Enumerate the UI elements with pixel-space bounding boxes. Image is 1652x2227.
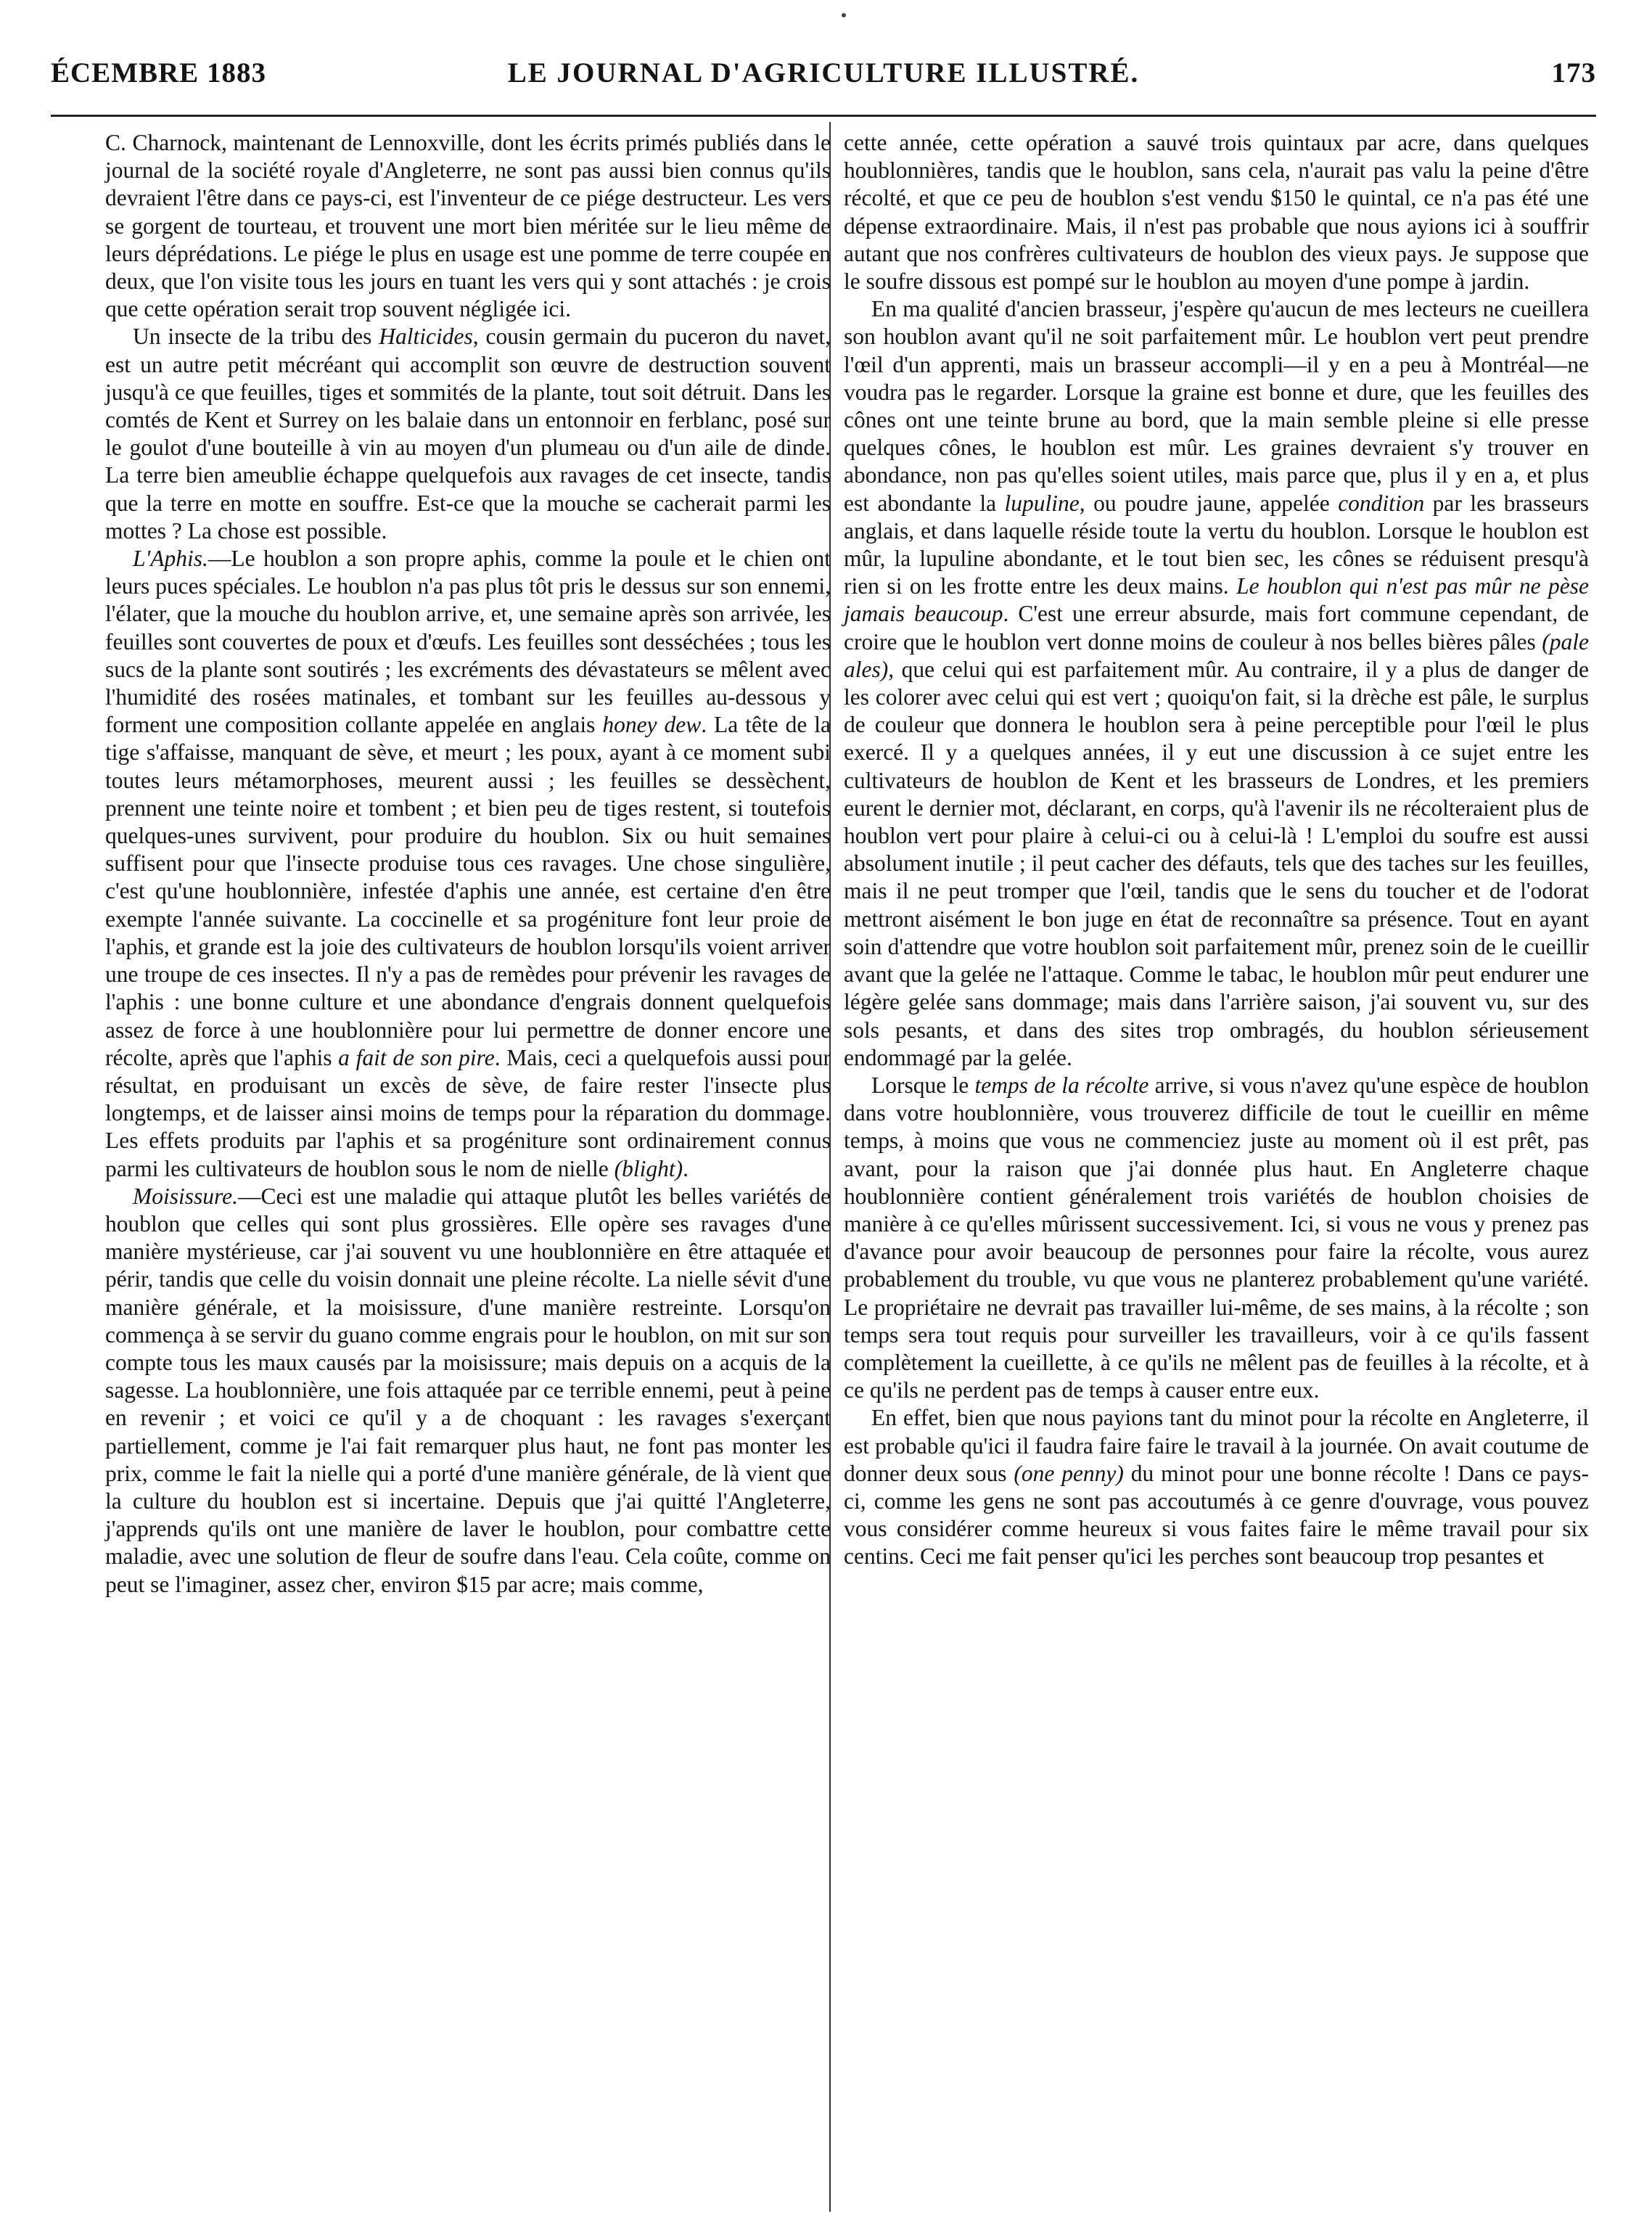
italic-term: Halticides (379, 324, 473, 350)
header-date: ÉCEMBRE 1883 (51, 57, 266, 89)
header-rule (51, 115, 1596, 117)
paragraph-moisissure (105, 1183, 831, 1599)
section-heading-aphis: L'Aphis. (133, 546, 208, 572)
page-speck (842, 13, 846, 17)
text-run: , ou poudre jaune, appelée (1079, 490, 1339, 516)
paragraph-brasseur (844, 295, 1589, 1072)
text-run: . La tête de la tige s'affaisse, manquant de sève, et meurt ; les poux, ayant à ce moment subi toutes leurs métamorphoses, meurent aussi ; les feuilles se dessèchent, prennent une teinte noire et tombent ; et bien peu de tiges restent, si toutefois quelques-unes survivent, pour produire du houblon. Six ou huit semaines suffisent pour que l'insecte produise tous ces ravages. Une chose singulière, c'est qu'une houblonnière, infestée d'aphis une année, est certaine d'en être exempte l'année suivante. La coccinelle et sa progéniture font leur proie de l'aphis, et grande est la joie des cultivateurs de houblon lorsqu'ils voient arriver une troupe de ces insectes. Il n'y a pas de remèdes pour prévenir les ravages de l'aphis : une bonne culture et une abondance d'engrais donnent quelquefois assez de force à une houblonnière pour lui permettre de donner encore une récolte, après que l'aphis (105, 712, 831, 1070)
text-run: , cousin germain du puceron du navet, est un autre petit mécréant qui accomplit son œuvre de destruction souvent jusqu'à ce que feuilles, tiges et sommités de la plante, tout soit détruit. Dans les comtés de Kent et Surrey on les balaie dans un entonnoir en ferblanc, posé sur le goulot d'une bouteille à vin au moyen d'un plumeau ou d'un aile de dinde. La terre bien ameublie échappe quelquefois aux ravages de cet insecte, tandis que la terre en motte en souffre. Est-ce que la mouche se cacherait parmi les mottes ? La chose est possible. (105, 324, 831, 544)
text-run: En ma qualité d'ancien brasseur, j'espère qu'aucun de mes lecteurs ne cueillera son houblon avant qu'il ne soit parfaitement mûr. Le houblon vert peut prendre l'œil d'un apprenti, mais un brasseur accompli—il y en a peu à Montréal—ne voudra pas le regarder. Lorsque la graine est bonne et dure, que les feuilles des cônes ont une teinte brune au bord, que la main semble pleine si elle presse quelques cônes, le houblon est mûr. Les graines devraient s'y trouver en abondance, non pas qu'elles soient utiles, mais parce que, plus il y en a, et plus est abondante la (844, 296, 1589, 516)
text-run: En effet, bien que nous payions tant du minot pour la récolte en Angleterre, il est probable qu'ici il faudra faire faire le travail à la journée. On avait coutume de donner deux sous (844, 1405, 1589, 1486)
paragraph-en-effet (844, 1404, 1589, 1570)
header-journal-title: LE JOURNAL D'AGRICULTURE ILLUSTRÉ. (507, 57, 1140, 89)
text-run: —Le houblon a son propre aphis, comme la poule et le chien ont leurs puces spéciales. Le houblon n'a pas plus tôt pris le dessus sur son ennemi, l'élater, que la mouche du houblon arrive, et, une semaine après son arrivée, les feuilles sont couvertes de poux et d'œufs. Les feuilles sont desséchées ; tous les sucs de la plante sont soutirés ; les excréments des dévastateurs se mêlent avec l'humidité des rosées matinales, et tombant sur les feuilles au-dessous y forment une composition collante appelée en anglais (105, 546, 831, 738)
italic-term: honey dew (602, 712, 702, 738)
paragraph-aphis (105, 545, 831, 1183)
italic-term: (one penny) (1014, 1460, 1124, 1486)
paragraph-continuation: cette année, cette opération a sauvé trois quintaux par acre, dans quelques houblonnières, tandis que le houblon, sans cela, n'aurait pas valu la peine d'être récolté, et que ce peu de houblon s'est vendu $150 le quintal, ce n'a pas été une dépense extraordinaire. Mais, il n'est pas probable que nous ayions ici à souffrir autant que nos confrères cultivateurs de houblon des vieux pays. Je suppose que le soufre dissous est pompé sur le houblon au moyen d'une pompe à jardin. (844, 130, 1589, 295)
right-column (844, 129, 1589, 1571)
running-header (51, 57, 1596, 97)
text-run: Lorsque le (871, 1072, 975, 1098)
paragraph-charnock: C. Charnock, maintenant de Lennoxville, dont les écrits primés publiés dans le journal de la société royale d'Angleterre, ne sont pas aussi bien connus qu'ils devraient l'être dans ce pays-ci, est l'inventeur de ce piége destructeur. Les vers se gorgent de tourteau, et trouvent une mort bien méritée sur le lieu même de leurs déprédations. Le piége le plus en usage est une pomme de terre coupée en deux, que l'on visite tous les jours en tuant les vers qui y sont attachés : je crois que cette opération serait trop souvent négligée ici. (105, 130, 831, 322)
text-run: . (683, 1155, 689, 1181)
text-run: par les brasseurs anglais, et dans laquelle réside toute la vertu du houblon. Lorsque le houblon est mûr, la lupuline abondante, et le tout bien sec, les cônes se réduisent presqu'à rien si on les frotte entre les deux mains. (844, 490, 1590, 599)
italic-term: lupuline (1004, 490, 1080, 516)
text-run: du minot pour une bonne récolte ! Dans ce pays-ci, comme les gens ne sont pas accoutumés à ce genre d'ouvrage, vous pouvez vous considérer comme heureux si vous faites faire le même travail pour six centins. Ceci me fait penser qu'ici les perches sont beaucoup trop pesantes et (844, 1460, 1589, 1570)
left-column (105, 129, 831, 1599)
text-run: . Mais, ceci a quelquefois aussi pour résultat, en produisant un excès de sève, de faire rester l'insecte plus longtemps, et de laisser ainsi moins de temps pour la réparation du dommage. Les effets produits par l'aphis et sa progéniture sont ordinairement connus parmi les cultivateurs de houblon sous le nom de nielle (105, 1044, 831, 1181)
italic-term: condition (1338, 490, 1425, 516)
paragraph-halticides (105, 323, 831, 545)
text-run: , que celui qui est parfaitement mûr. Au contraire, il y a plus de danger de les colorer avec celui qui est vert ; quoiqu'on fait, si la drèche est pâle, le surplus de couleur que donnera le houblon sera à peine perceptible pour l'œil le plus exercé. Il y a quelques années, il y eut une discussion à ce sujet entre les cultivateurs de houblon de Kent et les brasseurs de Londres, et les premiers eurent le dernier mot, déclarant, en corps, qu'à l'avenir ils ne récolteraient plus de houblon vert pour plaire à celui-ci ou à celui-là ! L'emploi du soufre est aussi absolument inutile ; il peut cacher des défauts, tels que des taches sur les feuilles, mais il ne peut tromper que l'œil, tandis que le sens du toucher et de l'odorat mettront aisément le bon juge en état de reconnaître sa présence. Tout en ayant soin d'attendre que votre houblon soit parfaitement mûr, prenez soin de le cueillir avant que la gelée ne l'attaque. Comme le tabac, le houblon mûr peut endurer une légère gelée sans dommage; mais dans l'arrière saison, j'ai souvent vu, sur des sols pesants, et dans des sites trop ombragés, du houblon sérieusement endommagé par la gelée. (844, 656, 1589, 1070)
text-run: arrive, si vous n'avez qu'une espèce de houblon dans votre houblonnière, vous trouverez difficile de tout le cueillir en même temps, à moins que vous ne commenciez juste au moment où il est prêt, pas avant, pour la raison que j'ai donnée plus haut. En Angleterre chaque houblonnière contient généralement trois variétés de houblon choisies de manière à ce qu'elles mûrissent successivement. Ici, si vous ne vous y prenez pas d'avance pour avoir beaucoup de personnes pour faire la récolte, vous aurez probablement du trouble, vu que vous ne planterez probablement qu'une variété. Le propriétaire ne devrait pas travailler lui-même, de ses mains, à la récolte ; son temps sera tout requis pour surveiller les travailleurs, voir à ce qu'ils fassent complètement la cueillette, à ce qu'ils ne mêlent pas de feuilles à la récolte, et à ce qu'ils ne perdent pas de temps à causer entre eux. (844, 1072, 1589, 1403)
italic-phrase: a fait de son pire (338, 1044, 495, 1070)
section-heading-moisissure: Moisissure. (133, 1183, 238, 1209)
paragraph-recolte (844, 1072, 1589, 1404)
header-page-number: 173 (1551, 57, 1596, 89)
text-run: . C'est une erreur absurde, mais fort commune cependant, de croire que le houblon vert donne moins de couleur à nos belles bières pâles (844, 601, 1589, 655)
italic-phrase: Le houblon qui n'est pas mûr ne pèse jamais beaucoup (844, 573, 1590, 627)
text-run: Un insecte de la tribu des (133, 324, 379, 350)
text-run: —Ceci est une maladie qui attaque plutôt les belles variétés de houblon que celles qui sont plus grossières. Elle opère ses ravages d'une manière mystérieuse, car j'ai souvent vu une houblonnière en être attaquée et périr, tandis que celle du voisin donnait une pleine récolte. La nielle sévit d'une manière générale, et la moisissure, d'une manière restreinte. Lorsqu'on commença à se servir du guano comme engrais pour le houblon, on mit sur son compte tous les maux causés par la moisissure; mais depuis on a acquis de la sagesse. La houblonnière, une fois attaquée par ce terrible ennemi, peut à peine en revenir ; et voici ce qu'il y a de choquant : les ravages s'exerçant partiellement, comme je l'ai fait remarquer plus haut, ne font pas monter les prix, comme le fait la nielle qui a porté d'une manière générale, de là vient que la culture du houblon est si incertaine. Depuis que j'ai quitté l'Angleterre, j'apprends qu'ils ont une manière de laver le houblon, pour combattre cette maladie, avec une solution de fleur de soufre dans l'eau. Cela coûte, comme on peut se l'imaginer, assez cher, environ $15 par acre; mais comme, (105, 1183, 831, 1597)
italic-term: (pale ales) (844, 628, 1589, 682)
italic-term: (blight) (614, 1155, 683, 1181)
italic-term: temps de la récolte (974, 1072, 1149, 1098)
